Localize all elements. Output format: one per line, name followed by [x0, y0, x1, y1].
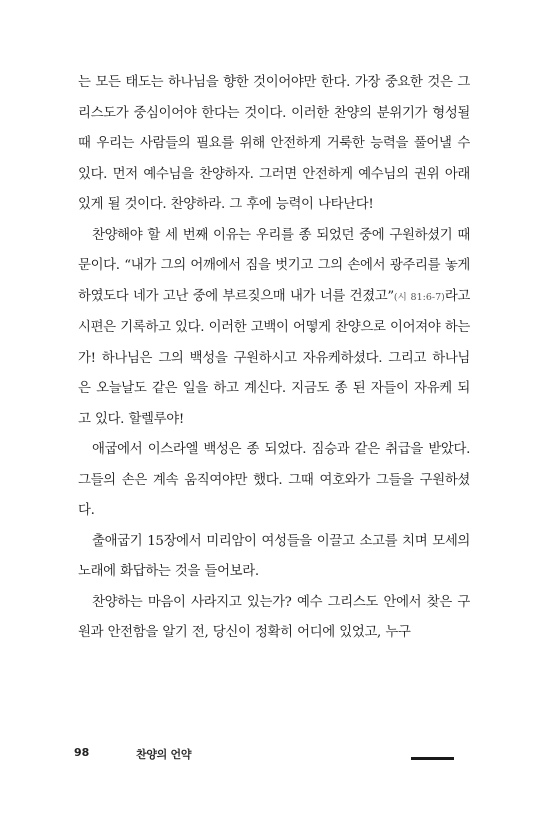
page-footer — [0, 740, 550, 766]
paragraph-4: 출애굽기 15장에서 미리암이 여성들을 이끌고 소고를 치며 모세의 노래에 화답하는 것을 들어보라. — [78, 533, 470, 579]
footer-rule — [411, 757, 454, 760]
paragraph-3: 애굽에서 이스라엘 백성은 종 되었다. 짐승과 같은 취급을 받았다. 그들의 손은 계속 움직여야만 했다. 그때 여호와가 그들을 구원하셨다. — [78, 442, 470, 518]
paragraph-2-text-after: 라고 시편은 기록하고 있다. 이러한 고백이 어떻게 찬양으로 이어져야 하는가! 하나님은 그의 백성을 구원하시고 자유케하셨다. 그리고 하나님은 오늘날도 같은 일을 하고 계신다. 지금도 종 된 자들이 자유케 되고 있다. 할렐루야! — [78, 288, 470, 427]
running-title: 찬양의 언약 — [136, 748, 192, 761]
page-number: 98 — [74, 746, 90, 759]
paragraph-1: 는 모든 태도는 하나님을 향한 것이어야만 한다. 가장 중요한 것은 그리스도가 중심이어야 한다는 것이다. 이러한 찬양의 분위기가 형성될 때 우리는 사람들의 필요를 위해 안전하게 거룩한 능력을 풀어낼 수 있다. 먼저 예수님을 찬양하자. 그러면 안전하게 예수님의 권위 아래 있게 될 것이다. 찬양하라. 그 후에 능력이 나타난다! — [78, 75, 470, 212]
paragraph-2-text-before: 찬양해야 할 세 번째 이유는 우리를 종 되었던 중에 구원하셨기 때문이다. “내가 그의 어깨에서 짐을 벗기고 그의 손에서 광주리를 놓게 하였도다 네가 고난 중에 부르짖으매 내가 너를 건졌고” — [78, 227, 470, 304]
scripture-citation: (시 81:6-7) — [393, 291, 445, 303]
paragraph-2 — [78, 221, 470, 436]
paragraph-5: 찬양하는 마음이 사라지고 있는가? 예수 그리스도 안에서 찾은 구원과 안전함을 알기 전, 당신이 정확히 어디에 있었고, 누구 — [78, 594, 470, 640]
page-body — [78, 68, 470, 649]
